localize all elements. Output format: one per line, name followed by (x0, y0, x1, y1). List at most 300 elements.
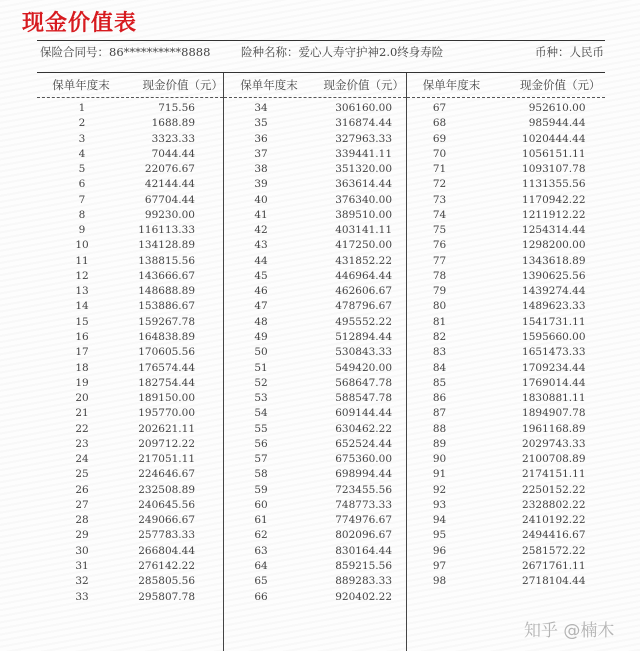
cash-value: 276142.22 (138, 559, 195, 572)
policy-year: 37 (254, 147, 268, 160)
policy-year: 7 (78, 193, 86, 206)
table-row (407, 315, 605, 330)
cash-value: 232508.89 (138, 483, 195, 496)
contract-number: 保险合同号：86**********8888 (40, 45, 211, 59)
policy-year: 14 (75, 300, 89, 313)
cash-value: 306160.00 (335, 102, 392, 114)
policy-year: 38 (254, 163, 268, 176)
table-row (407, 376, 605, 391)
cash-value: 495552.22 (335, 315, 392, 328)
policy-year: 23 (75, 437, 89, 450)
policy-year: 73 (432, 193, 447, 206)
table-row (407, 116, 605, 131)
policy-year: 90 (432, 453, 447, 466)
table-row (407, 177, 605, 192)
policy-year: 86 (432, 392, 447, 405)
policy-year: 28 (75, 514, 89, 527)
cash-value: 920402.22 (335, 590, 392, 603)
table-row (224, 254, 406, 269)
cash-value: 1709234.44 (522, 361, 586, 374)
cash-value: 417250.00 (335, 239, 392, 252)
table-row (224, 177, 406, 192)
table-row (37, 101, 223, 116)
cash-value: 1056151.11 (522, 147, 586, 160)
policy-year: 35 (254, 117, 268, 130)
header-value: 现金价值（元） (142, 78, 223, 92)
policy-year: 48 (254, 315, 268, 328)
dashed-divider (37, 97, 223, 98)
table-row (37, 422, 223, 437)
policy-year: 16 (75, 330, 89, 343)
table-row (224, 315, 406, 330)
table-row (37, 437, 223, 452)
table-row (407, 330, 605, 345)
table-row (224, 391, 406, 406)
cash-value: 249066.67 (138, 514, 195, 527)
policy-year: 81 (432, 315, 447, 328)
policy-year: 58 (254, 468, 268, 481)
cash-value: 1093107.78 (522, 163, 586, 176)
policy-year: 70 (432, 147, 447, 160)
cash-value: 182754.44 (138, 376, 195, 389)
table-row (407, 238, 605, 253)
cash-value: 116113.33 (138, 224, 195, 237)
dashed-divider (224, 97, 406, 98)
policy-year: 2 (78, 117, 86, 130)
table-row (37, 254, 223, 269)
cash-value: 148688.89 (138, 285, 195, 298)
table-row (224, 483, 406, 498)
table-row (37, 498, 223, 513)
table-column (407, 73, 605, 651)
cash-value: 285805.56 (138, 575, 195, 588)
table-row (407, 284, 605, 299)
policy-year: 85 (432, 376, 447, 389)
cash-value: 462606.67 (335, 285, 392, 298)
cash-value: 1769014.44 (522, 376, 586, 389)
header-year: 保单年度末 (240, 78, 298, 92)
policy-year: 46 (254, 285, 268, 298)
cash-value: 630462.22 (335, 422, 392, 435)
cash-value: 889283.33 (335, 575, 392, 588)
cash-value: 1489623.33 (522, 300, 586, 313)
table-row (407, 422, 605, 437)
table-row (37, 391, 223, 406)
policy-year: 31 (75, 559, 89, 572)
policy-year: 91 (432, 468, 447, 481)
table-row (407, 223, 605, 238)
header-year: 保单年度末 (422, 78, 481, 92)
page-title: 现金价值表 (22, 11, 138, 36)
watermark: 知乎 @楠木 (524, 621, 615, 641)
table-row (407, 559, 605, 574)
cash-value: 568647.78 (335, 376, 392, 389)
table-row (407, 467, 605, 482)
policy-year: 72 (432, 178, 447, 191)
policy-year: 78 (432, 269, 447, 282)
cash-value: 549420.00 (335, 361, 392, 374)
policy-year: 65 (254, 575, 268, 588)
table-row (37, 299, 223, 314)
cash-value: 652524.44 (335, 437, 392, 450)
cash-value: 2029743.33 (522, 437, 586, 450)
cash-value: 2671761.11 (522, 559, 586, 572)
table-column (37, 73, 224, 651)
policy-year: 9 (78, 224, 86, 237)
policy-year: 19 (75, 376, 89, 389)
cash-value: 99230.00 (144, 208, 195, 221)
table-row (224, 376, 406, 391)
policy-year: 87 (432, 407, 447, 420)
cash-value: 1830881.11 (522, 392, 586, 405)
policy-year: 12 (75, 269, 89, 282)
policy-year: 71 (432, 163, 447, 176)
cash-value: 1211912.22 (522, 208, 586, 221)
table-row (224, 513, 406, 528)
cash-value: 530843.33 (335, 346, 392, 359)
table-row (407, 391, 605, 406)
table-row (224, 544, 406, 559)
table-row (224, 406, 406, 421)
policy-year: 41 (254, 208, 268, 221)
policy-year: 76 (432, 239, 447, 252)
table-row (37, 132, 223, 147)
cash-value: 478796.67 (335, 300, 392, 313)
cash-value: 723455.56 (335, 483, 392, 496)
policy-year: 68 (432, 117, 447, 130)
cash-value: 715.56 (158, 102, 195, 114)
table-row (37, 223, 223, 238)
cash-value: 3323.33 (151, 132, 195, 145)
policy-year: 40 (254, 193, 268, 206)
table-header (37, 74, 223, 96)
policy-year: 6 (78, 178, 86, 191)
table-rows (37, 101, 223, 605)
cash-value-table (37, 73, 605, 651)
table-row (37, 406, 223, 421)
cash-value: 1894907.78 (522, 407, 586, 420)
table-row (224, 452, 406, 467)
policy-year: 36 (254, 132, 268, 145)
divider (37, 40, 605, 41)
cash-value: 1541731.11 (522, 315, 586, 328)
cash-value: 2328802.22 (522, 498, 586, 511)
policy-year: 24 (75, 453, 89, 466)
dashed-divider (407, 97, 605, 98)
product-name: 险种名称：爱心人寿守护神2.0终身寿险 (241, 45, 444, 59)
policy-year: 15 (75, 315, 89, 328)
cash-value: 2410192.22 (522, 514, 586, 527)
cash-value: 1595660.00 (522, 330, 586, 343)
cash-value: 1961168.89 (522, 422, 586, 435)
table-row (37, 162, 223, 177)
cash-value: 316874.44 (335, 117, 392, 130)
table-row (407, 345, 605, 360)
policy-year: 32 (75, 575, 89, 588)
policy-year: 11 (75, 254, 89, 267)
table-row (224, 208, 406, 223)
policy-year: 92 (432, 483, 447, 496)
policy-year: 95 (432, 529, 447, 542)
table-row (37, 330, 223, 345)
currency: 币种：人民币 (535, 45, 604, 59)
policy-year: 98 (432, 575, 447, 588)
policy-year: 3 (78, 132, 86, 145)
cash-value: 209712.22 (138, 437, 195, 450)
table-row (224, 467, 406, 482)
table-row (37, 513, 223, 528)
policy-year: 34 (254, 102, 268, 114)
cash-value: 176574.44 (138, 361, 195, 374)
table-row (37, 559, 223, 574)
cash-value: 2174151.11 (522, 468, 586, 481)
table-row (224, 147, 406, 162)
table-row (224, 162, 406, 177)
table-row (37, 544, 223, 559)
cash-value: 240645.56 (138, 498, 195, 511)
policy-year: 75 (432, 224, 447, 237)
table-row (407, 574, 605, 589)
table-row (407, 498, 605, 513)
policy-year: 97 (432, 559, 447, 572)
policy-year: 54 (254, 407, 268, 420)
table-row (407, 513, 605, 528)
policy-year: 1 (78, 102, 86, 114)
cash-value: 774976.67 (335, 514, 392, 527)
cash-value: 134128.89 (138, 239, 195, 252)
cash-value: 2581572.22 (522, 544, 586, 557)
cash-value: 1254314.44 (522, 224, 586, 237)
policy-year: 49 (254, 330, 268, 343)
cash-value: 2100708.89 (522, 453, 586, 466)
table-row (37, 361, 223, 376)
table-row (407, 208, 605, 223)
policy-year: 43 (254, 239, 268, 252)
cash-value: 195770.00 (138, 407, 195, 420)
table-row (224, 559, 406, 574)
cash-value: 859215.56 (335, 559, 392, 572)
policy-year: 94 (432, 514, 447, 527)
table-row (37, 590, 223, 605)
cash-value: 143666.67 (138, 269, 195, 282)
cash-value: 675360.00 (335, 453, 392, 466)
table-row (224, 223, 406, 238)
cash-value: 67704.44 (144, 193, 195, 206)
table-row (224, 528, 406, 543)
cash-value: 327963.33 (335, 132, 392, 145)
cash-value: 952610.00 (528, 102, 586, 114)
cash-value: 403141.11 (335, 224, 392, 237)
policy-year: 17 (75, 346, 89, 359)
table-row (224, 132, 406, 147)
table-row (37, 315, 223, 330)
cash-value: 1131355.56 (522, 178, 586, 191)
table-row (407, 254, 605, 269)
policy-year: 53 (254, 392, 268, 405)
table-row (224, 269, 406, 284)
header-year: 保单年度末 (52, 78, 110, 92)
table-row (37, 284, 223, 299)
table-row (37, 193, 223, 208)
policy-year: 61 (254, 514, 268, 527)
policy-year: 44 (254, 254, 268, 267)
cash-value: 830164.44 (335, 544, 392, 557)
cash-value: 512894.44 (335, 330, 392, 343)
table-row (224, 238, 406, 253)
cash-value: 1298200.00 (522, 239, 586, 252)
table-row (407, 162, 605, 177)
policy-year: 69 (432, 132, 447, 145)
policy-year: 60 (254, 498, 268, 511)
cash-value: 389510.00 (335, 208, 392, 221)
policy-year: 77 (432, 254, 447, 267)
cash-value: 7044.44 (151, 147, 195, 160)
table-row (37, 116, 223, 131)
cash-value: 224646.67 (138, 468, 195, 481)
table-row (37, 269, 223, 284)
cash-value: 1020444.44 (522, 132, 586, 145)
table-row (407, 101, 605, 116)
table-row (37, 376, 223, 391)
cash-value: 42144.44 (144, 178, 195, 191)
table-row (224, 193, 406, 208)
policy-year: 45 (254, 269, 268, 282)
table-row (407, 452, 605, 467)
policy-year: 30 (75, 544, 89, 557)
cash-value: 153886.67 (138, 300, 195, 313)
cash-value: 802096.67 (335, 529, 392, 542)
table-header (224, 74, 406, 96)
table-row (224, 116, 406, 131)
cash-value: 1651473.33 (522, 346, 586, 359)
policy-year: 59 (254, 483, 268, 496)
table-row (407, 132, 605, 147)
table-row (407, 361, 605, 376)
cash-value: 1343618.89 (522, 254, 586, 267)
cash-value: 2250152.22 (522, 483, 586, 496)
cash-value: 22076.67 (144, 163, 195, 176)
policy-year: 79 (432, 285, 447, 298)
cash-value: 170605.56 (138, 346, 195, 359)
policy-year: 82 (432, 330, 447, 343)
policy-year: 5 (78, 163, 86, 176)
cash-value: 351320.00 (335, 163, 392, 176)
policy-year: 22 (75, 422, 89, 435)
table-row (407, 147, 605, 162)
cash-value: 266804.44 (138, 544, 195, 557)
cash-value: 2494416.67 (522, 529, 586, 542)
policy-year: 18 (75, 361, 89, 374)
policy-year: 89 (432, 437, 447, 450)
policy-year: 26 (75, 483, 89, 496)
table-row (407, 269, 605, 284)
cash-value: 431852.22 (335, 254, 392, 267)
table-row (37, 452, 223, 467)
table-row (224, 590, 406, 605)
cash-value: 164838.89 (138, 330, 195, 343)
table-row (37, 238, 223, 253)
table-row (407, 193, 605, 208)
policy-year: 96 (432, 544, 447, 557)
policy-year: 67 (432, 102, 447, 114)
table-row (407, 437, 605, 452)
policy-year: 83 (432, 346, 447, 359)
table-rows (224, 101, 406, 605)
policy-year: 56 (254, 437, 268, 450)
policy-year: 42 (254, 224, 268, 237)
policy-year: 52 (254, 376, 268, 389)
header-value: 现金价值（元） (520, 78, 601, 92)
table-row (37, 528, 223, 543)
table-row (224, 422, 406, 437)
table-rows (407, 101, 605, 590)
policy-year: 13 (75, 285, 89, 298)
policy-year: 74 (432, 208, 447, 221)
table-row (37, 345, 223, 360)
table-row (224, 284, 406, 299)
policy-year: 62 (254, 529, 268, 542)
table-row (37, 467, 223, 482)
policy-year: 20 (75, 392, 89, 405)
policy-year: 25 (75, 468, 89, 481)
policy-year: 4 (78, 147, 86, 160)
table-row (37, 147, 223, 162)
table-row (224, 498, 406, 513)
policy-year: 88 (432, 422, 447, 435)
cash-value: 698994.44 (335, 468, 392, 481)
policy-year: 84 (432, 361, 447, 374)
table-row (224, 299, 406, 314)
cash-value: 339441.11 (335, 147, 392, 160)
cash-value: 1170942.22 (522, 193, 586, 206)
policy-year: 8 (78, 208, 86, 221)
cash-value: 748773.33 (335, 498, 392, 511)
cash-value: 363614.44 (335, 178, 392, 191)
policy-year: 33 (75, 590, 89, 603)
table-row (407, 544, 605, 559)
cash-value: 257783.33 (138, 529, 195, 542)
policy-year: 29 (75, 529, 89, 542)
table-row (407, 528, 605, 543)
table-row (407, 299, 605, 314)
table-row (224, 437, 406, 452)
policy-year: 39 (254, 178, 268, 191)
policy-year: 55 (254, 422, 268, 435)
table-row (224, 345, 406, 360)
policy-year: 51 (254, 361, 268, 374)
table-row (407, 483, 605, 498)
table-row (224, 361, 406, 376)
table-row (37, 208, 223, 223)
table-header (407, 74, 605, 96)
table-row (224, 574, 406, 589)
cash-value: 609144.44 (335, 407, 392, 420)
cash-value: 446964.44 (335, 269, 392, 282)
header-value: 现金价值（元） (323, 78, 404, 92)
cash-value: 1390625.56 (522, 269, 586, 282)
policy-year: 66 (254, 590, 268, 603)
cash-value: 295807.78 (138, 590, 195, 603)
table-row (37, 574, 223, 589)
cash-value: 202621.11 (138, 422, 195, 435)
policy-year: 10 (75, 239, 89, 252)
table-row (224, 330, 406, 345)
cash-value: 376340.00 (335, 193, 392, 206)
cash-value: 985944.44 (528, 117, 586, 130)
policy-year: 47 (254, 300, 268, 313)
cash-value: 217051.11 (138, 453, 195, 466)
policy-year: 80 (432, 300, 447, 313)
